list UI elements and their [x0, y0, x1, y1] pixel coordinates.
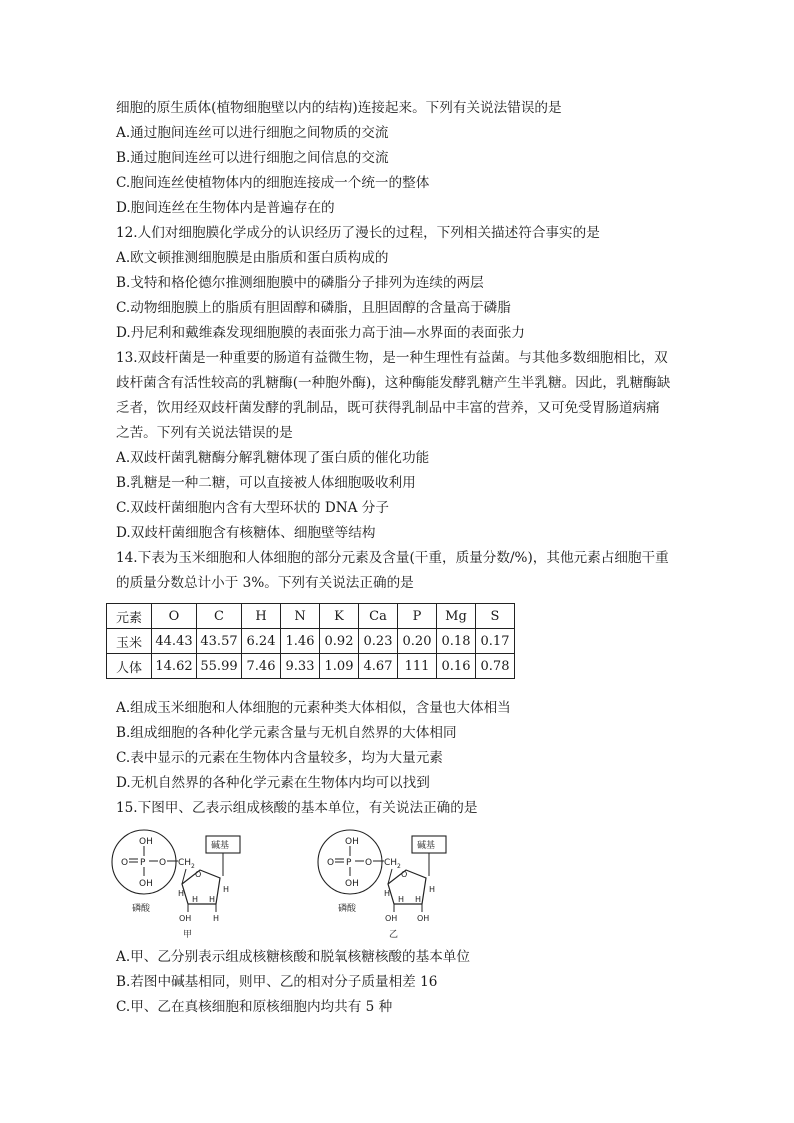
table-cell: 0.78: [476, 654, 515, 679]
atom-label: 2: [191, 863, 195, 870]
table-cell: 14.62: [152, 654, 197, 679]
atom-label: H: [178, 889, 185, 898]
q11-option-d: D.胞间连丝在生物体内是普遍存在的: [116, 200, 335, 216]
atom-label: O: [195, 870, 202, 879]
atom-label: CH: [178, 858, 192, 868]
table-cell: O: [152, 604, 197, 629]
atom-label: OH: [139, 837, 153, 847]
atom-label: OH: [345, 837, 359, 847]
atom-label: OH: [417, 914, 430, 923]
q11-option-c: C.胞间连丝使植物体内的细胞连接成一个统一的整体: [116, 175, 430, 191]
table-cell: P: [398, 604, 437, 629]
table-cell: 9.33: [281, 654, 320, 679]
atom-label: O: [327, 858, 335, 868]
q13-option-d: D.双歧杆菌细胞含有核糖体、细胞壁等结构: [116, 525, 376, 541]
q13-option-a: A.双歧杆菌乳糖酶分解乳糖体现了蛋白质的催化功能: [116, 450, 430, 466]
table-cell: 55.99: [197, 654, 242, 679]
q15-stem: 15.下图甲、乙表示组成核酸的基本单位，有关说法正确的是: [116, 800, 478, 816]
q11-option-a: A.通过胞间连丝可以进行细胞之间物质的交流: [116, 125, 389, 141]
q14-stem-line: 14.下表为玉米细胞和人体细胞的部分元素及含量(干重，质量分数/%)，其他元素占细胞干重: [116, 550, 669, 566]
q12-option-a: A.欧文顿推测细胞膜是由脂质和蛋白质构成的: [116, 250, 389, 266]
table-cell: 6.24: [242, 629, 281, 654]
q13-stem-line: 之苦。下列有关说法错误的是: [116, 425, 293, 441]
q14-option-b: B.组成细胞的各种化学元素含量与无机自然界的大体相同: [116, 725, 457, 741]
atom-label: H: [384, 889, 391, 898]
q13-stem-line: 13.双歧杆菌是一种重要的肠道有益微生物，是一种生理性有益菌。与其他多数细胞相比，双: [116, 350, 668, 366]
atom-label: OH: [345, 879, 359, 889]
atom-label: O: [159, 858, 167, 868]
atom-label: P: [140, 858, 146, 868]
diagram-caption: 甲: [183, 930, 193, 940]
table-cell: Mg: [437, 604, 476, 629]
table-cell: C: [197, 604, 242, 629]
atom-label: OH: [139, 879, 153, 889]
atom-label: H: [213, 914, 220, 923]
base-label: 碱基: [417, 841, 436, 851]
table-cell: 43.57: [197, 629, 242, 654]
table-cell: 人体: [107, 654, 152, 679]
q14-stem-line: 的质量分数总计小于 3%。下列有关说法正确的是: [116, 575, 414, 591]
atom-label: 2: [397, 863, 401, 870]
nucleotide-diagram-yi: [318, 830, 468, 946]
phosphate-label: 磷酸: [132, 904, 151, 914]
phosphate-label: 磷酸: [338, 904, 357, 914]
table-cell: 0.23: [359, 629, 398, 654]
table-cell: 44.43: [152, 629, 197, 654]
atom-label: H: [223, 885, 230, 894]
table-row: [107, 629, 515, 654]
element-content-table: [106, 603, 515, 679]
q14-option-a: A.组成玉米细胞和人体细胞的元素种类大体相似，含量也大体相当: [116, 700, 511, 716]
table-cell: 0.18: [437, 629, 476, 654]
table-cell: H: [242, 604, 281, 629]
nucleotide-diagram-jia: [112, 830, 262, 946]
atom-label: H: [429, 885, 436, 894]
q13-stem-line: 乏者，饮用经双歧杆菌发酵的乳制品，既可获得乳制品中丰富的营养，又可免受胃肠道病痛: [116, 400, 660, 416]
q14-option-c: C.表中显示的元素在生物体内含量较多，均为大量元素: [116, 750, 443, 766]
q15-option-c: C.甲、乙在真核细胞和原核细胞内均共有 5 种: [116, 999, 393, 1015]
table-header-row: [107, 604, 515, 629]
base-label: 碱基: [211, 841, 230, 851]
q13-stem-line: 歧杆菌含有活性较高的乳糖酶(一种胞外酶)，这种酶能发酵乳糖产生半乳糖。因此，乳糖酶缺: [116, 375, 671, 391]
atom-label: H: [192, 895, 199, 904]
table-cell: 0.17: [476, 629, 515, 654]
table-cell: 0.16: [437, 654, 476, 679]
table-cell: 4.67: [359, 654, 398, 679]
q14-option-d: D.无机自然界的各种化学元素在生物体内均可以找到: [116, 775, 430, 791]
table-cell: 玉米: [107, 629, 152, 654]
atom-label: O: [121, 858, 129, 868]
table-cell: 0.20: [398, 629, 437, 654]
table-cell: 1.09: [320, 654, 359, 679]
atom-label: O: [365, 858, 373, 868]
q11-option-b: B.通过胞间连丝可以进行细胞之间信息的交流: [116, 150, 389, 166]
atom-label: P: [346, 858, 352, 868]
atom-label: OH: [385, 914, 398, 923]
table-cell: 0.92: [320, 629, 359, 654]
table-cell: 元素: [107, 604, 152, 629]
table-cell: Ca: [359, 604, 398, 629]
atom-label: H: [398, 895, 405, 904]
q12-option-d: D.丹尼利和戴维森发现细胞膜的表面张力高于油—水界面的表面张力: [116, 325, 525, 341]
atom-label: CH: [384, 858, 398, 868]
q13-option-c: C.双歧杆菌细胞内含有大型环状的 DNA 分子: [116, 500, 389, 516]
table-cell: 7.46: [242, 654, 281, 679]
q11-stem: 细胞的原生质体(植物细胞壁以内的结构)连接起来。下列有关说法错误的是: [116, 100, 562, 116]
atom-label: H: [209, 895, 216, 904]
q15-option-a: A.甲、乙分别表示组成核糖核酸和脱氧核糖核酸的基本单位: [116, 949, 470, 965]
atom-label: OH: [179, 914, 192, 923]
q15-option-b: B.若图中碱基相同，则甲、乙的相对分子质量相差 16: [116, 974, 438, 990]
q13-option-b: B.乳糖是一种二糖，可以直接被人体细胞吸收利用: [116, 475, 416, 491]
table-cell: K: [320, 604, 359, 629]
table-cell: 111: [398, 654, 437, 679]
table-row: [107, 654, 515, 679]
diagram-caption: 乙: [389, 930, 399, 940]
q12-option-b: B.戈特和格伦德尔推测细胞膜中的磷脂分子排列为连续的两层: [116, 275, 484, 291]
atom-label: H: [415, 895, 422, 904]
atom-label: O: [401, 870, 408, 879]
table-cell: S: [476, 604, 515, 629]
q12-stem: 12.人们对细胞膜化学成分的认识经历了漫长的过程，下列相关描述符合事实的是: [116, 225, 600, 241]
table-cell: N: [281, 604, 320, 629]
q12-option-c: C.动物细胞膜上的脂质有胆固醇和磷脂，且胆固醇的含量高于磷脂: [116, 300, 511, 316]
table-cell: 1.46: [281, 629, 320, 654]
